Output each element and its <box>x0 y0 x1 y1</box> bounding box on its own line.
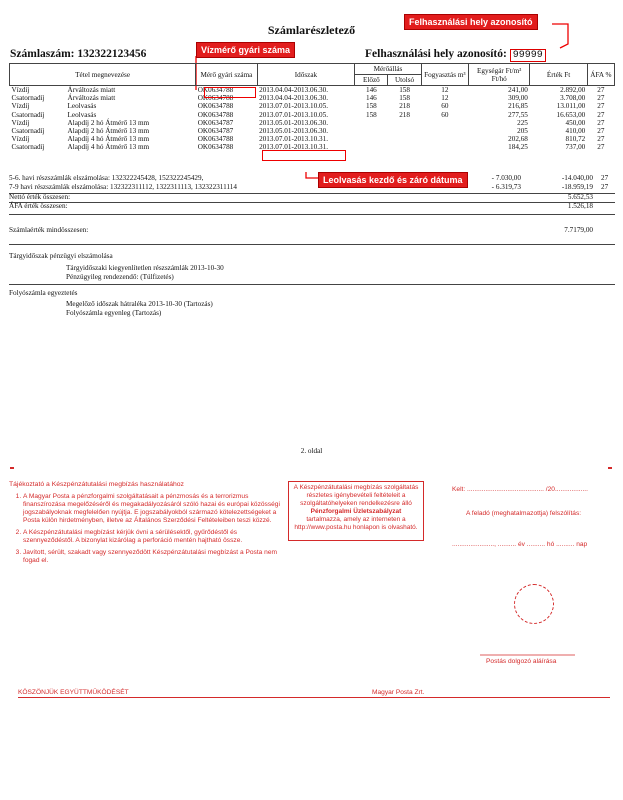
clerk-signature-label: Postás dolgozó aláírása <box>486 658 557 665</box>
col-item: Tétel megnevezése <box>10 64 196 86</box>
cell-price: 202,68 <box>508 135 528 144</box>
cell-prev <box>355 135 388 143</box>
settlement-title: Tárgyidőszak pénzügyi elszámolása <box>9 252 113 260</box>
cell-price: 277,55 <box>508 110 528 119</box>
item-type: Vízdíj <box>11 102 30 111</box>
grand-total-row <box>9 226 615 235</box>
cell-period: 2013.05.01-2013.06.30. <box>259 118 328 127</box>
cell-period: 2013.07.01-2013.10.05. <box>259 102 328 111</box>
item-type: Csatornadíj <box>11 143 45 152</box>
cell-cons <box>421 127 468 135</box>
callout-reading-dates: Leolvasás kezdő és záró dátuma <box>318 172 468 188</box>
deduction-text: 7-9 havi részszámlák elszámolása: 132322311112, 1322311113, 132322311114 <box>9 182 237 191</box>
deduction-price: - 7.030,00 <box>491 174 521 182</box>
col-meter: Mérő gyári száma <box>196 64 257 86</box>
cell-meter: OK0634787 <box>197 127 234 136</box>
divider <box>9 244 615 245</box>
cell-value: 737,00 <box>565 143 586 152</box>
table-row <box>10 127 615 135</box>
cell-price: 241,00 <box>508 86 528 94</box>
cell-vat: 27 <box>597 135 605 144</box>
cell-value: 2.892,00 <box>560 86 586 94</box>
item-cell <box>10 94 196 102</box>
deduction-vat: 27 <box>601 182 609 191</box>
cell-meter: OK0634788 <box>197 102 234 111</box>
vat-value: 1.526,18 <box>567 202 593 210</box>
instruction-item: 3. Javított, sérült, szakadt vagy szennyeződött Készpénzátutalási megbízást a Posta nem fogad el. <box>23 549 281 565</box>
perforation-mark <box>608 467 612 469</box>
callout-place-id: Felhasználási hely azonosító <box>404 14 538 30</box>
cell-cons <box>421 119 468 127</box>
deduction-vat: 27 <box>601 174 609 182</box>
cell-period: 2013.07.01-2013.10.31. <box>259 143 328 152</box>
cell-value: 810,72 <box>565 135 586 144</box>
cell-cons: 60 <box>441 102 449 111</box>
cell-meter: OK0634788 <box>197 135 234 144</box>
col-reading: Mérőállás <box>355 64 421 75</box>
sender-label: A feladó (meghatalmazottja) felszólítás: <box>466 510 582 517</box>
cell-last: 218 <box>399 102 410 111</box>
note-text-2: tartalmazza, amely az interneten a http://www.posta.hu honlapon is olvasható. <box>294 516 418 531</box>
grand-total-value: 7.7179,00 <box>564 226 593 234</box>
stamp-circle <box>514 584 554 624</box>
thanks-text: KÖSZÖNJÜK EGYÜTTMŰKÖDÉSÉT <box>18 689 129 696</box>
item-desc: Leolvasás <box>67 102 97 111</box>
note-bold: Pénzforgalmi Üzletszabályzat <box>310 508 402 515</box>
dated-line: Kelt: .......................................... /20.................. <box>452 486 588 493</box>
net-label: Nettó érték összesen: <box>9 193 71 201</box>
cell-value: 16.653,00 <box>556 110 586 119</box>
item-desc: Alapdíj 4 hó Átmérő 13 mm <box>67 143 150 152</box>
cell-prev <box>355 143 388 151</box>
cell-vat: 27 <box>597 86 605 94</box>
item-type: Vízdíj <box>11 86 30 94</box>
date-fill-line: ......................., .......... év .......... hó .......... nap <box>452 541 588 548</box>
item-desc: Árváltozás miatt <box>67 86 116 94</box>
cell-price: 205 <box>517 127 528 136</box>
col-unit-price: Egységár Ft/m³ Ft/hó <box>469 64 530 86</box>
cell-meter: OK0634788 <box>197 86 234 94</box>
cell-price: 216,85 <box>508 102 528 111</box>
deduction-price: - 6.319,73 <box>491 182 521 191</box>
cell-last <box>388 143 421 151</box>
cell-prev: 146 <box>365 86 377 94</box>
cell-prev <box>355 127 388 135</box>
item-type: Vízdíj <box>11 118 30 127</box>
cell-cons: 12 <box>441 94 449 103</box>
company-name: Magyar Posta Zrt. <box>372 689 425 696</box>
item-desc: Alapdíj 2 hó Átmérő 13 mm <box>67 118 150 127</box>
instructions-heading: Tájékoztató a Készpénzátutalási megbízás használatához <box>9 481 184 488</box>
item-desc: Alapdíj 4 hó Átmérő 13 mm <box>67 135 150 144</box>
cell-value: 410,00 <box>565 127 586 136</box>
account-line1: Megelőző időszak hátraléka 2013-10-30 (Tartozás) <box>66 300 213 308</box>
cell-period: 2013.04.04-2013.06.30. <box>259 86 328 94</box>
item-cell <box>10 127 196 135</box>
cell-cons: 12 <box>441 86 449 94</box>
vat-total-row <box>9 202 615 211</box>
col-last: Utolsó <box>388 75 421 86</box>
account-label: Számlaszám: <box>10 48 75 60</box>
terms-note <box>288 481 424 541</box>
cell-vat: 27 <box>597 110 605 119</box>
item-cell <box>10 143 196 151</box>
cell-period: 2013.04.04-2013.06.30. <box>259 94 328 103</box>
item-type: Csatornadíj <box>11 94 45 103</box>
item-type: Csatornadíj <box>11 127 45 136</box>
place-value: 99999 <box>510 49 546 62</box>
place-label: Felhasználási hely azonosító: <box>365 48 507 60</box>
cell-last: 158 <box>399 86 410 94</box>
cell-vat: 27 <box>597 94 605 103</box>
item-cell <box>10 111 196 119</box>
account-title: Folyószámla egyeztetés <box>9 289 78 297</box>
period-highlight <box>262 150 346 161</box>
cell-last <box>388 127 421 135</box>
callout-meter-serial: Vízmérő gyári száma <box>196 42 295 58</box>
cell-last <box>388 119 421 127</box>
cell-price: 225 <box>517 118 528 127</box>
perforation-mark <box>10 467 14 469</box>
item-type: Csatornadíj <box>11 110 45 119</box>
cell-cons <box>421 143 468 151</box>
deductions <box>9 174 615 191</box>
item-cell <box>10 102 196 110</box>
cell-last: 218 <box>399 110 410 119</box>
cell-period: 2013.07.01-2013.10.31. <box>259 135 328 144</box>
cell-meter: OK0634788 <box>197 143 234 152</box>
account-line2: Folyószámla egyenleg (Tartozás) <box>66 309 162 317</box>
cell-prev <box>355 119 388 127</box>
divider <box>9 284 615 285</box>
net-value: 5.652,53 <box>567 193 593 201</box>
account-value: 132322123456 <box>77 48 147 60</box>
cell-prev: 158 <box>365 110 377 119</box>
settlement-line2: Pénzügyileg rendezendő: (Túlfizetés) <box>66 273 174 281</box>
cell-period: 2013.07.01-2013.10.05. <box>259 110 328 119</box>
cell-cons <box>421 135 468 143</box>
table-row <box>10 86 615 95</box>
cell-meter: OK0634788 <box>197 94 234 103</box>
settlement-line1: Tárgyidőszaki kiegyenlítetlen részszámlák 2013-10-30 <box>66 264 224 272</box>
deduction-value: -14.040,00 <box>561 174 593 182</box>
col-consumption: Fogyasztás m³ <box>421 64 468 86</box>
instruction-item: 1. A Magyar Posta a pénzforgalmi szolgáltatásait a pénzmosás és a terrorizmus finanszírozása megelőzéséről és megakadályozásáról szóló hazai és európai közösségi jogszabályoknak megfelelően nyújtja. E jogszabályokból származó kötelezettségeket a Posta külön hirdetményben, illetve az Általános Szerződési Feltételeiben teszi közzé. <box>23 493 281 525</box>
cell-price: 184,25 <box>508 143 528 152</box>
item-cell <box>10 119 196 127</box>
note-text-1: A Készpénzátutalási megbízás szolgáltatás részletes igénybevételi feltételeit a szolgáltatóhelyeken rendelkezésre álló <box>293 484 419 507</box>
cell-vat: 27 <box>597 127 605 136</box>
items-table <box>9 63 615 152</box>
cell-price: 309,00 <box>508 94 528 103</box>
grand-total-label: Számlaérték mindösszesen: <box>9 226 89 234</box>
item-cell <box>10 86 196 95</box>
deduction-text: 5-6. havi részszámlák elszámolása: 132322245428, 152322245429, <box>9 174 204 182</box>
cell-vat: 27 <box>597 118 605 127</box>
cell-last <box>388 135 421 143</box>
item-desc: Árváltozás miatt <box>67 94 116 103</box>
cell-value: 13.011,00 <box>556 102 586 111</box>
deduction-row <box>9 183 615 192</box>
page-title: Számlarészletező <box>267 23 356 37</box>
item-type: Vízdíj <box>11 135 30 144</box>
cell-vat: 27 <box>597 102 605 111</box>
instructions <box>9 481 281 569</box>
table-row <box>10 111 615 119</box>
divider <box>9 214 615 215</box>
net-total-row <box>9 193 615 202</box>
table-row <box>10 119 615 127</box>
table-row <box>10 102 615 110</box>
col-prev: Előző <box>355 75 388 86</box>
item-desc: Leolvasás <box>67 110 97 119</box>
cell-vat: 27 <box>597 143 605 152</box>
cell-meter: OK0634788 <box>197 110 234 119</box>
cell-meter: OK0634787 <box>197 118 234 127</box>
cell-value: 450,00 <box>565 118 586 127</box>
item-desc: Alapdíj 2 hó Átmérő 13 mm <box>67 127 150 136</box>
cell-last: 158 <box>399 94 410 103</box>
page-number: 2. oldal <box>300 447 323 455</box>
vat-label: ÁFA érték összesen: <box>9 202 68 210</box>
cell-prev: 146 <box>365 94 377 103</box>
col-period: Időszak <box>257 64 355 86</box>
instruction-item: 2. A Készpénzátutalási megbízást kérjük óvni a sérülésektől, gyűrődéstől és szennyeződéstől. A bizonylat kizárólag a perforáció mentén hajtható össze. <box>23 529 281 545</box>
col-vat: ÁFA % <box>587 64 614 86</box>
cell-value: 3.708,00 <box>560 94 586 103</box>
cell-period: 2013.05.01-2013.06.30. <box>259 127 328 136</box>
cell-prev: 158 <box>365 102 377 111</box>
table-row <box>10 94 615 102</box>
deduction-value: -18.959,19 <box>561 182 593 191</box>
col-value: Érték Ft <box>530 64 587 86</box>
deduction-row <box>9 174 615 183</box>
footer-line <box>18 697 610 698</box>
cell-cons: 60 <box>441 110 449 119</box>
meter-highlight <box>204 87 256 98</box>
